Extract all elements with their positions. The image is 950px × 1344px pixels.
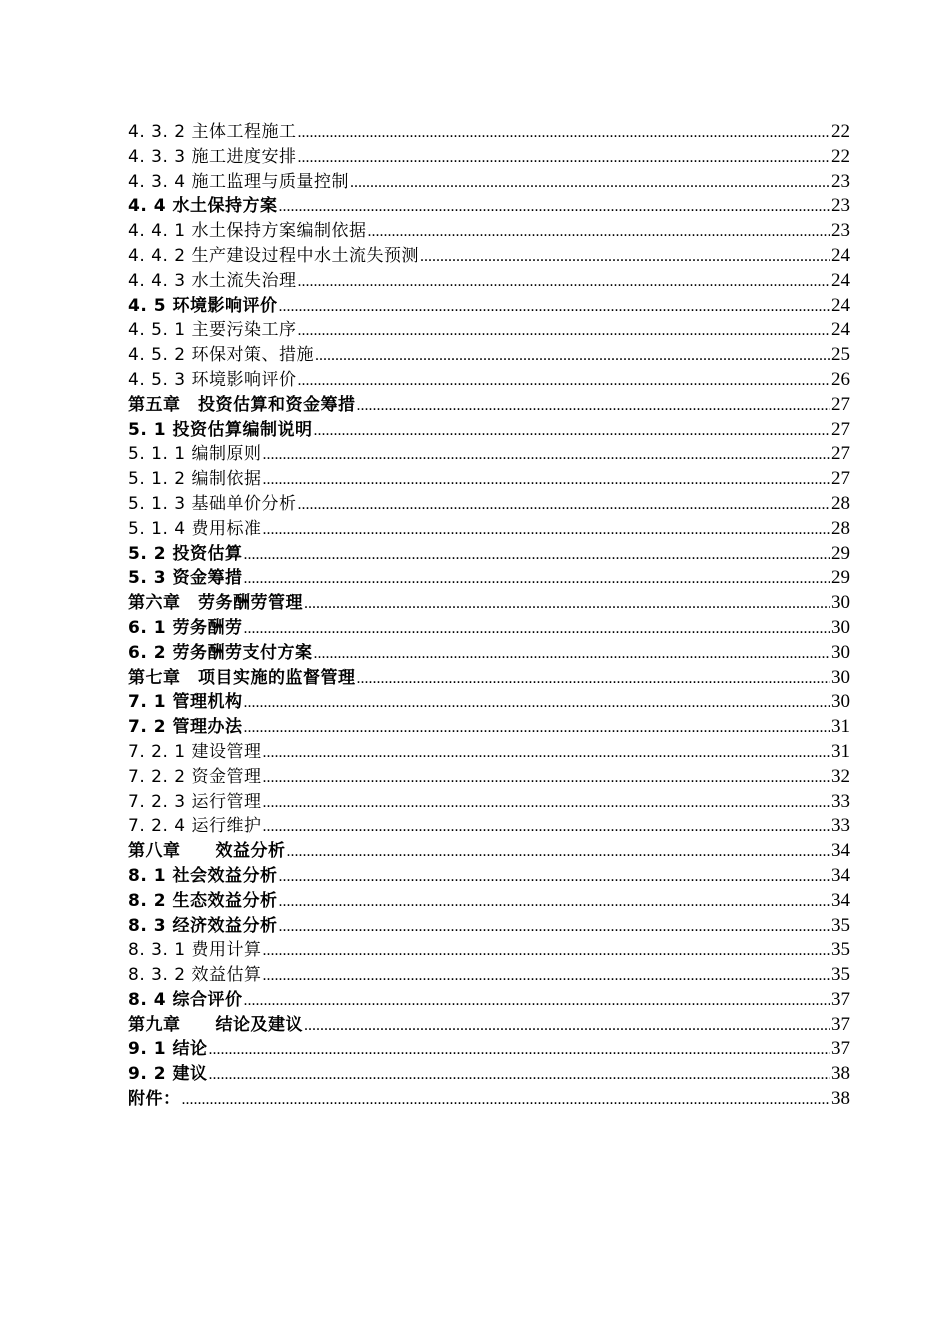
toc-dot-leader — [278, 918, 830, 936]
toc-entry-title: 5. 3 资金筹措 — [128, 568, 243, 589]
toc-dot-leader — [262, 446, 830, 464]
toc-dot-leader — [297, 372, 830, 390]
toc-entry-page-number: 26 — [831, 368, 850, 390]
toc-entry-title: 6. 2 劳务酬劳支付方案 — [128, 642, 313, 663]
toc-entry[interactable] — [128, 712, 850, 737]
toc-entry[interactable] — [128, 911, 850, 936]
toc-dot-leader — [278, 893, 830, 911]
toc-entry-page-number: 28 — [831, 492, 850, 514]
toc-entry-title: 9. 1 结论 — [128, 1039, 208, 1060]
toc-entry[interactable] — [128, 861, 850, 886]
toc-dot-leader — [243, 620, 830, 638]
toc-entry-page-number: 23 — [831, 220, 850, 242]
toc-entry-page-number: 29 — [831, 542, 850, 564]
toc-entry[interactable] — [128, 117, 850, 142]
toc-entry[interactable] — [128, 588, 850, 613]
toc-entry-title: 第七章 项目实施的监督管理 — [128, 667, 356, 688]
toc-entry-title: 4. 3. 2 主体工程施工 — [128, 122, 297, 142]
toc-entry[interactable] — [128, 315, 850, 340]
toc-entry-page-number: 22 — [831, 145, 850, 167]
toc-entry-page-number: 31 — [831, 740, 850, 762]
toc-entry-title: 5. 1 投资估算编制说明 — [128, 419, 313, 440]
toc-entry-title: 7. 2. 3 运行管理 — [128, 791, 262, 812]
toc-dot-leader — [262, 818, 830, 836]
toc-entry-title: 第五章 投资估算和资金筹措 — [128, 394, 356, 415]
toc-entry-title: 4. 5. 2 环保对策、措施 — [128, 345, 314, 366]
toc-entry[interactable] — [128, 1059, 850, 1084]
toc-entry[interactable] — [128, 836, 850, 861]
toc-entry-title: 8. 3. 2 效益估算 — [128, 965, 262, 986]
toc-dot-leader — [262, 744, 830, 762]
toc-entry[interactable] — [128, 638, 850, 663]
toc-entry-title: 8. 4 综合评价 — [128, 989, 243, 1010]
toc-entry-title: 4. 5. 1 主要污染工序 — [128, 320, 297, 341]
toc-entry-page-number: 34 — [831, 840, 850, 862]
toc-entry-title: 9. 2 建议 — [128, 1064, 208, 1085]
toc-entry-title: 第六章 劳务酬劳管理 — [128, 593, 303, 614]
toc-entry-title: 第九章 结论及建议 — [128, 1014, 303, 1035]
toc-dot-leader — [262, 521, 830, 539]
toc-entry-title: 4. 4. 1 水土保持方案编制依据 — [128, 221, 367, 242]
toc-dot-leader — [297, 322, 830, 340]
toc-entry-page-number: 35 — [831, 964, 850, 986]
toc-entry[interactable] — [128, 266, 850, 291]
toc-entry-page-number: 27 — [831, 468, 850, 490]
toc-dot-leader — [208, 1066, 830, 1084]
toc-entry[interactable] — [128, 216, 850, 241]
toc-entry-title: 5. 1. 4 费用标准 — [128, 518, 262, 539]
toc-entry-page-number: 31 — [831, 716, 850, 738]
toc-entry[interactable] — [128, 340, 850, 365]
toc-entry-page-number: 27 — [831, 393, 850, 415]
toc-dot-leader — [304, 1017, 830, 1035]
toc-entry-title: 4. 4. 2 生产建设过程中水土流失预测 — [128, 245, 419, 266]
toc-entry[interactable] — [128, 415, 850, 440]
toc-entry[interactable] — [128, 365, 850, 390]
toc-entry[interactable] — [128, 489, 850, 514]
toc-entry-title: 7. 2 管理办法 — [128, 717, 243, 738]
toc-entry-title: 6. 1 劳务酬劳 — [128, 617, 243, 638]
toc-entry-title: 7. 2. 4 运行维护 — [128, 816, 262, 837]
toc-entry-title: 4. 4. 3 水土流失治理 — [128, 270, 297, 291]
toc-entry-title: 5. 1. 3 基础单价分析 — [128, 493, 297, 514]
toc-dot-leader — [367, 223, 830, 241]
toc-entry-page-number: 37 — [831, 1038, 850, 1060]
toc-entry-title: 7. 1 管理机构 — [128, 692, 243, 713]
toc-entry-title: 5. 1. 2 编制依据 — [128, 469, 262, 490]
toc-entry-title: 4. 5 环境影响评价 — [128, 295, 278, 316]
toc-dot-leader — [304, 595, 830, 613]
toc-entry-page-number: 33 — [831, 790, 850, 812]
toc-entry[interactable] — [128, 390, 850, 415]
toc-entry-page-number: 37 — [831, 988, 850, 1010]
toc-entry[interactable] — [128, 1010, 850, 1035]
toc-dot-leader — [243, 992, 830, 1010]
toc-entry-page-number: 38 — [831, 1063, 850, 1085]
toc-dot-leader — [313, 645, 830, 663]
toc-dot-leader — [315, 347, 830, 365]
toc-entry[interactable] — [128, 241, 850, 266]
toc-entry-page-number: 35 — [831, 939, 850, 961]
toc-entry[interactable] — [128, 613, 850, 638]
toc-entry[interactable] — [128, 985, 850, 1010]
toc-entry[interactable] — [128, 663, 850, 688]
toc-entry-title: 7. 2. 1 建设管理 — [128, 741, 262, 762]
toc-entry-title: 5. 1. 1 编制原则 — [128, 444, 262, 465]
toc-entry[interactable] — [128, 1034, 850, 1059]
toc-dot-leader — [262, 769, 830, 787]
toc-dot-leader — [297, 149, 830, 167]
toc-entry-page-number: 33 — [831, 815, 850, 837]
toc-dot-leader — [357, 397, 831, 415]
toc-entry[interactable] — [128, 960, 850, 985]
toc-dot-leader — [182, 1091, 831, 1109]
toc-entry-page-number: 24 — [831, 294, 850, 316]
toc-entry-page-number: 38 — [831, 1088, 850, 1110]
toc-entry-page-number: 23 — [831, 170, 850, 192]
toc-entry-page-number: 28 — [831, 517, 850, 539]
toc-dot-leader — [297, 496, 830, 514]
toc-entry-title: 8. 2 生态效益分析 — [128, 890, 278, 911]
toc-dot-leader — [313, 422, 830, 440]
toc-dot-leader — [262, 794, 830, 812]
toc-dot-leader — [243, 546, 830, 564]
toc-entry-page-number: 32 — [831, 765, 850, 787]
toc-entry[interactable] — [128, 167, 850, 192]
table-of-contents — [128, 117, 850, 1109]
toc-entry-page-number: 30 — [831, 691, 850, 713]
toc-dot-leader — [278, 198, 830, 216]
toc-entry-page-number: 35 — [831, 914, 850, 936]
toc-entry[interactable] — [128, 886, 850, 911]
toc-entry-page-number: 27 — [831, 443, 850, 465]
toc-dot-leader — [287, 843, 831, 861]
toc-dot-leader — [262, 471, 830, 489]
toc-dot-leader — [208, 1041, 830, 1059]
toc-entry-title: 8. 1 社会效益分析 — [128, 865, 278, 886]
toc-entry-page-number: 23 — [831, 195, 850, 217]
toc-entry[interactable] — [128, 514, 850, 539]
toc-dot-leader — [278, 868, 830, 886]
toc-entry-title: 5. 2 投资估算 — [128, 543, 243, 564]
toc-entry-title: 4. 4 水土保持方案 — [128, 196, 278, 217]
toc-entry[interactable] — [128, 687, 850, 712]
toc-entry-title: 4. 3. 4 施工监理与质量控制 — [128, 171, 349, 192]
toc-entry[interactable] — [128, 539, 850, 564]
toc-dot-leader — [262, 942, 830, 960]
toc-entry-page-number: 29 — [831, 567, 850, 589]
toc-entry-page-number: 30 — [831, 641, 850, 663]
toc-dot-leader — [350, 174, 830, 192]
toc-entry-page-number: 34 — [831, 889, 850, 911]
toc-entry-page-number: 30 — [831, 592, 850, 614]
toc-entry[interactable] — [128, 191, 850, 216]
toc-entry[interactable] — [128, 787, 850, 812]
toc-dot-leader — [243, 694, 830, 712]
toc-dot-leader — [420, 248, 830, 266]
toc-entry-title: 4. 5. 3 环境影响评价 — [128, 369, 297, 390]
toc-dot-leader — [297, 273, 830, 291]
toc-entry[interactable] — [128, 142, 850, 167]
toc-entry-page-number: 30 — [831, 616, 850, 638]
toc-entry-title: 第八章 效益分析 — [128, 841, 286, 862]
toc-entry[interactable] — [128, 762, 850, 787]
toc-entry-page-number: 24 — [831, 269, 850, 291]
toc-entry-title: 8. 3. 1 费用计算 — [128, 940, 262, 961]
toc-entry-title: 附件： — [128, 1089, 181, 1110]
toc-entry-page-number: 24 — [831, 244, 850, 266]
toc-entry-title: 8. 3 经济效益分析 — [128, 915, 278, 936]
toc-dot-leader — [243, 719, 830, 737]
toc-dot-leader — [262, 967, 830, 985]
toc-dot-leader — [278, 298, 830, 316]
toc-entry-page-number: 34 — [831, 864, 850, 886]
toc-entry-page-number: 27 — [831, 418, 850, 440]
toc-entry-page-number: 30 — [831, 666, 850, 688]
toc-entry-page-number: 24 — [831, 319, 850, 341]
toc-entry[interactable] — [128, 563, 850, 588]
toc-entry-page-number: 37 — [831, 1013, 850, 1035]
toc-entry[interactable] — [128, 291, 850, 316]
toc-entry-page-number: 22 — [831, 121, 850, 142]
toc-dot-leader — [297, 124, 830, 142]
toc-entry[interactable] — [128, 935, 850, 960]
toc-entry-title: 7. 2. 2 资金管理 — [128, 766, 262, 787]
toc-entry[interactable] — [128, 811, 850, 836]
toc-entry[interactable] — [128, 737, 850, 762]
toc-dot-leader — [243, 570, 830, 588]
toc-entry[interactable] — [128, 439, 850, 464]
toc-entry-title: 4. 3. 3 施工进度安排 — [128, 146, 297, 167]
toc-entry[interactable] — [128, 464, 850, 489]
toc-dot-leader — [357, 670, 831, 688]
toc-entry-page-number: 25 — [831, 344, 850, 366]
toc-entry[interactable] — [128, 1084, 850, 1109]
